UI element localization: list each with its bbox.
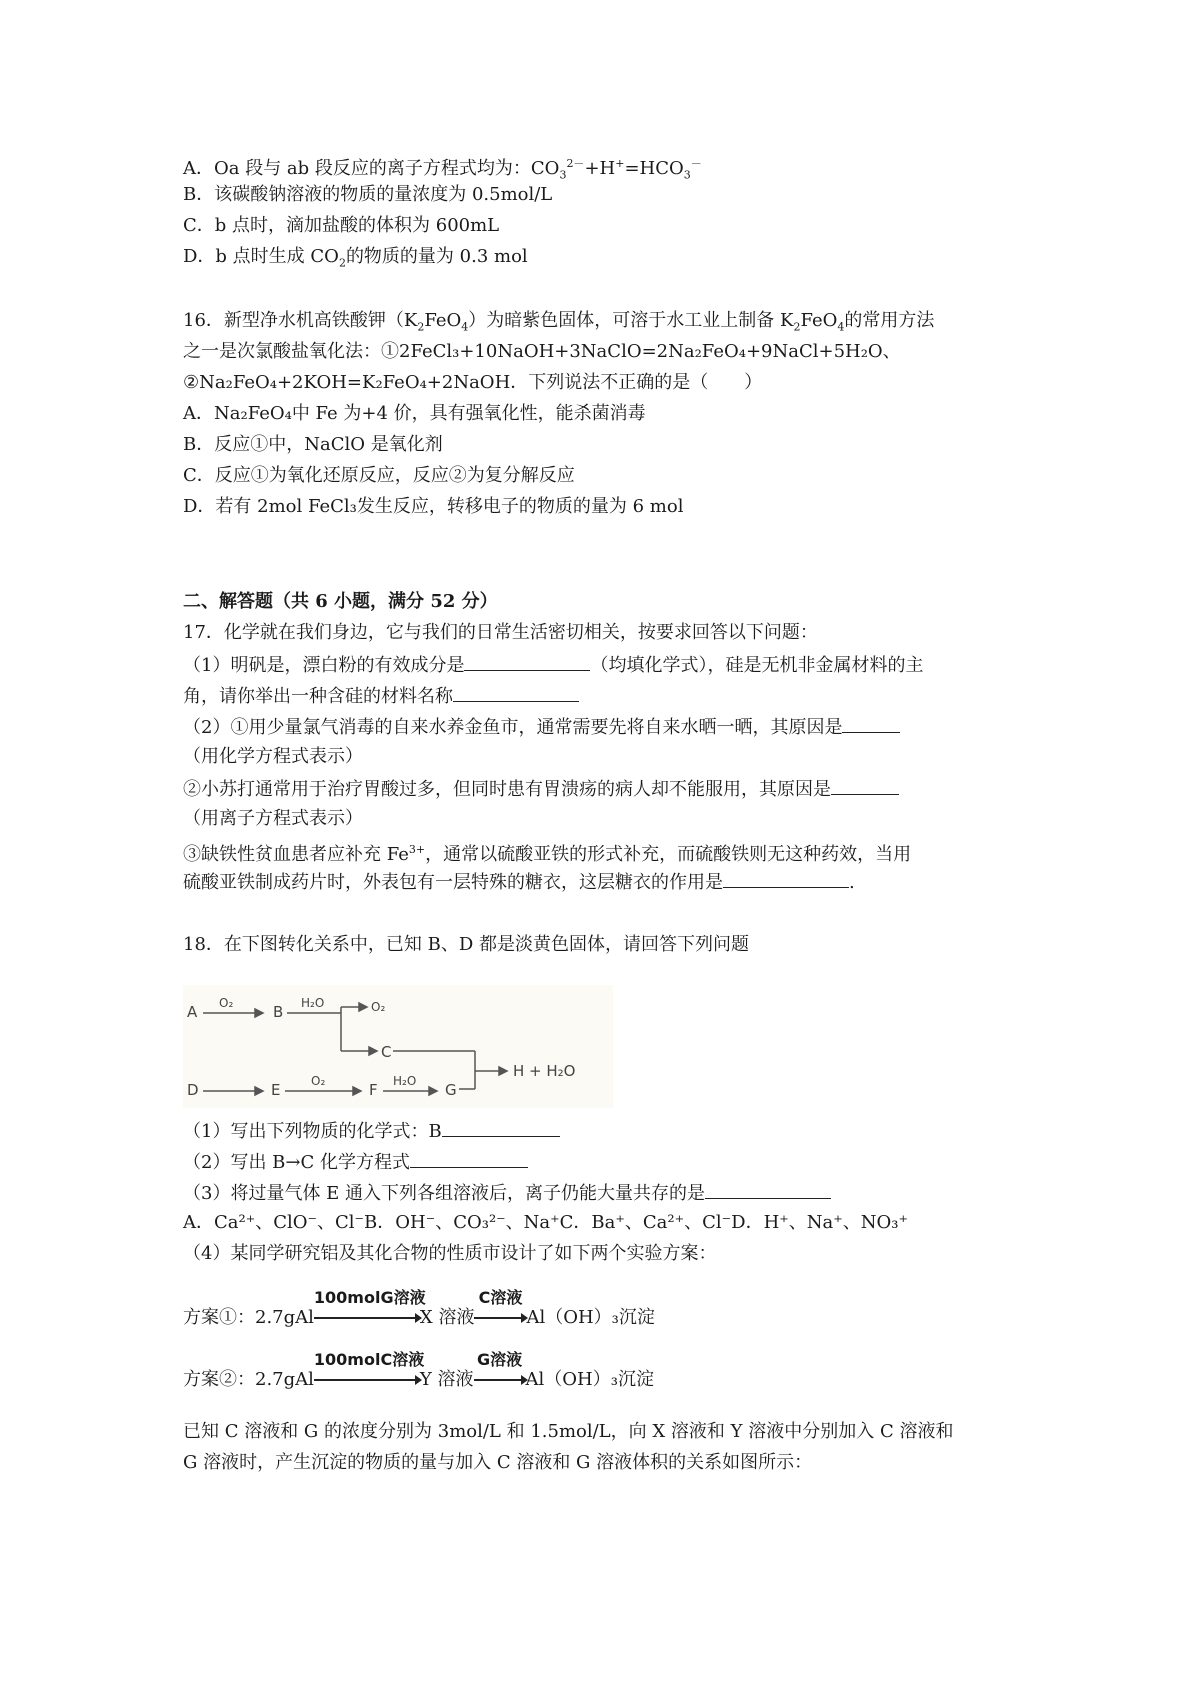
reaction-arrow: G溶液 xyxy=(474,1368,526,1392)
node-e: E xyxy=(271,1081,281,1099)
node-g: G xyxy=(445,1081,457,1099)
reaction-arrow: 100molC溶液 xyxy=(314,1368,420,1392)
q18-part4: （4）某同学研究铝及其化合物的性质市设计了如下两个实验方案： xyxy=(183,1243,717,1264)
q17-part2-line4: （用离子方程式表示） xyxy=(183,808,363,829)
q16-stem-line1: 16．新型净水机高铁酸钾$(K_2FeO_4)$为暗紫色固体，可溶于水工业上制备 $K_2FeO_4$的常用方法 xyxy=(183,310,935,334)
q18-stem: 18．在下图转化关系中，已知 B、D 都是淡黄色固体，请回答下列问题 xyxy=(183,934,750,955)
q15-option-a: A．Oa 段与 ab 段反应的离子方程式均为：$CO_3^{2-}+H^+=HCO_3^-$ xyxy=(183,157,702,182)
scheme-1: 方案①：2.7gAl 100molG溶液 X 溶液 C溶液 Al（OH）₃沉淀 xyxy=(183,1288,655,1328)
scheme-2: 方案②：2.7gAl 100molC溶液 Y 溶液 G溶液 Al（OH）₃沉淀 xyxy=(183,1350,654,1390)
q16-option-a: A．Na₂FeO₄中 Fe 为+4 价，具有强氧化性，能杀菌消毒 xyxy=(183,403,646,424)
label-o2-top: O₂ xyxy=(371,1000,386,1014)
answer-blank[interactable] xyxy=(842,714,900,733)
q18-known-line2: G 溶液时，产生沉淀的物质的量与加入 C 溶液和 G 溶液体积的关系如图所示： xyxy=(183,1452,813,1473)
q15-option-c: C．b 点时，滴加盐酸的体积为 600mL xyxy=(183,215,500,236)
answer-blank[interactable] xyxy=(831,776,899,795)
node-a: A xyxy=(187,1003,198,1021)
answer-blank[interactable] xyxy=(453,683,579,702)
q15-option-d: D．b 点时生成 $CO_2$的物质的量为 0.3 mol xyxy=(183,246,528,270)
q17-part2-line3: ②小苏打通常用于治疗胃酸过多，但同时患有胃溃疡的病人却不能服用，其原因是 xyxy=(183,776,899,802)
q18-part2: （2）写出 B→C 化学方程式 xyxy=(183,1149,528,1175)
q18-part3: （3）将过量气体 E 通入下列各组溶液后，离子仍能大量共存的是 xyxy=(183,1180,831,1206)
q16-option-d: D．若有 2mol FeCl₃发生反应，转移电子的物质的量为 6 mol xyxy=(183,496,684,517)
q18-part3-options: A．Ca²⁺、ClO⁻、Cl⁻B．OH⁻、CO₃²⁻、Na⁺C．Ba⁺、Ca²⁺、Cl⁻D．H⁺、Na⁺、NO₃⁺ xyxy=(183,1212,908,1233)
label-h2o-top: H₂O xyxy=(301,996,325,1010)
label-o2-b: O₂ xyxy=(311,1074,326,1088)
q16-option-c: C．反应①为氧化还原反应，反应②为复分解反应 xyxy=(183,465,575,486)
q17-part2-line6: 硫酸亚铁制成药片时，外表包有一层特殊的糖衣，这层糖衣的作用是 . xyxy=(183,869,855,895)
reaction-arrow: C溶液 xyxy=(474,1306,526,1330)
q16-stem-line3: ②Na₂FeO₄+2KOH=K₂FeO₄+2NaOH．下列说法不正确的是（ ） xyxy=(183,372,763,393)
q17-part2-line5: ③缺铁性贫血患者应补充 $Fe^{3+}$，通常以硫酸亚铁的形式补充，而硫酸铁则无这种药效，当用 xyxy=(183,843,912,865)
answer-blank[interactable] xyxy=(705,1180,831,1199)
q15-option-b: B．该碳酸钠溶液的物质的量浓度为 0.5mol/L xyxy=(183,184,553,205)
q17-part2-line1: （2）①用少量氯气消毒的自来水养金鱼市，通常需要先将自来水晒一晒，其原因是 xyxy=(183,714,900,740)
answer-blank[interactable] xyxy=(723,869,849,888)
node-c: C xyxy=(381,1043,392,1061)
reaction-arrow: 100molG溶液 xyxy=(314,1306,420,1330)
node-f: F xyxy=(369,1081,378,1099)
answer-blank[interactable] xyxy=(410,1149,528,1168)
q18-part1: （1）写出下列物质的化学式：B xyxy=(183,1118,560,1144)
section-title: 二、解答题（共 6 小题，满分 52 分） xyxy=(183,591,498,612)
conversion-diagram xyxy=(183,985,613,1108)
answer-blank[interactable] xyxy=(464,652,590,671)
node-d: D xyxy=(187,1081,199,1099)
answer-blank[interactable] xyxy=(442,1118,560,1137)
q17-stem: 17．化学就在我们身边，它与我们的日常生活密切相关，按要求回答以下问题： xyxy=(183,622,818,643)
q16-option-b: B．反应①中，NaClO 是氧化剂 xyxy=(183,434,443,455)
label-o2-a: O₂ xyxy=(219,996,234,1010)
node-b: B xyxy=(273,1003,284,1021)
label-product: H + H₂O xyxy=(513,1062,576,1080)
q17-part1-line2: 角，请你举出一种含硅的材料名称 xyxy=(183,683,579,709)
label-h2o-b: H₂O xyxy=(393,1074,417,1088)
q16-stem-line2: 之一是次氯酸盐氧化法：①2FeCl₃+10NaOH+3NaClO=2Na₂FeO₄+9NaCl+5H₂O、 xyxy=(183,341,901,362)
q17-part2-line2: （用化学方程式表示） xyxy=(183,746,363,767)
q17-part1-line1: （1）明矾是，漂白粉的有效成分是 （均填化学式），硅是无机非金属材料的主 xyxy=(183,652,923,678)
q18-known-line1: 已知 C 溶液和 G 的浓度分别为 3mol/L 和 1.5mol/L，向 X 溶液和 Y 溶液中分别加入 C 溶液和 xyxy=(183,1421,954,1442)
